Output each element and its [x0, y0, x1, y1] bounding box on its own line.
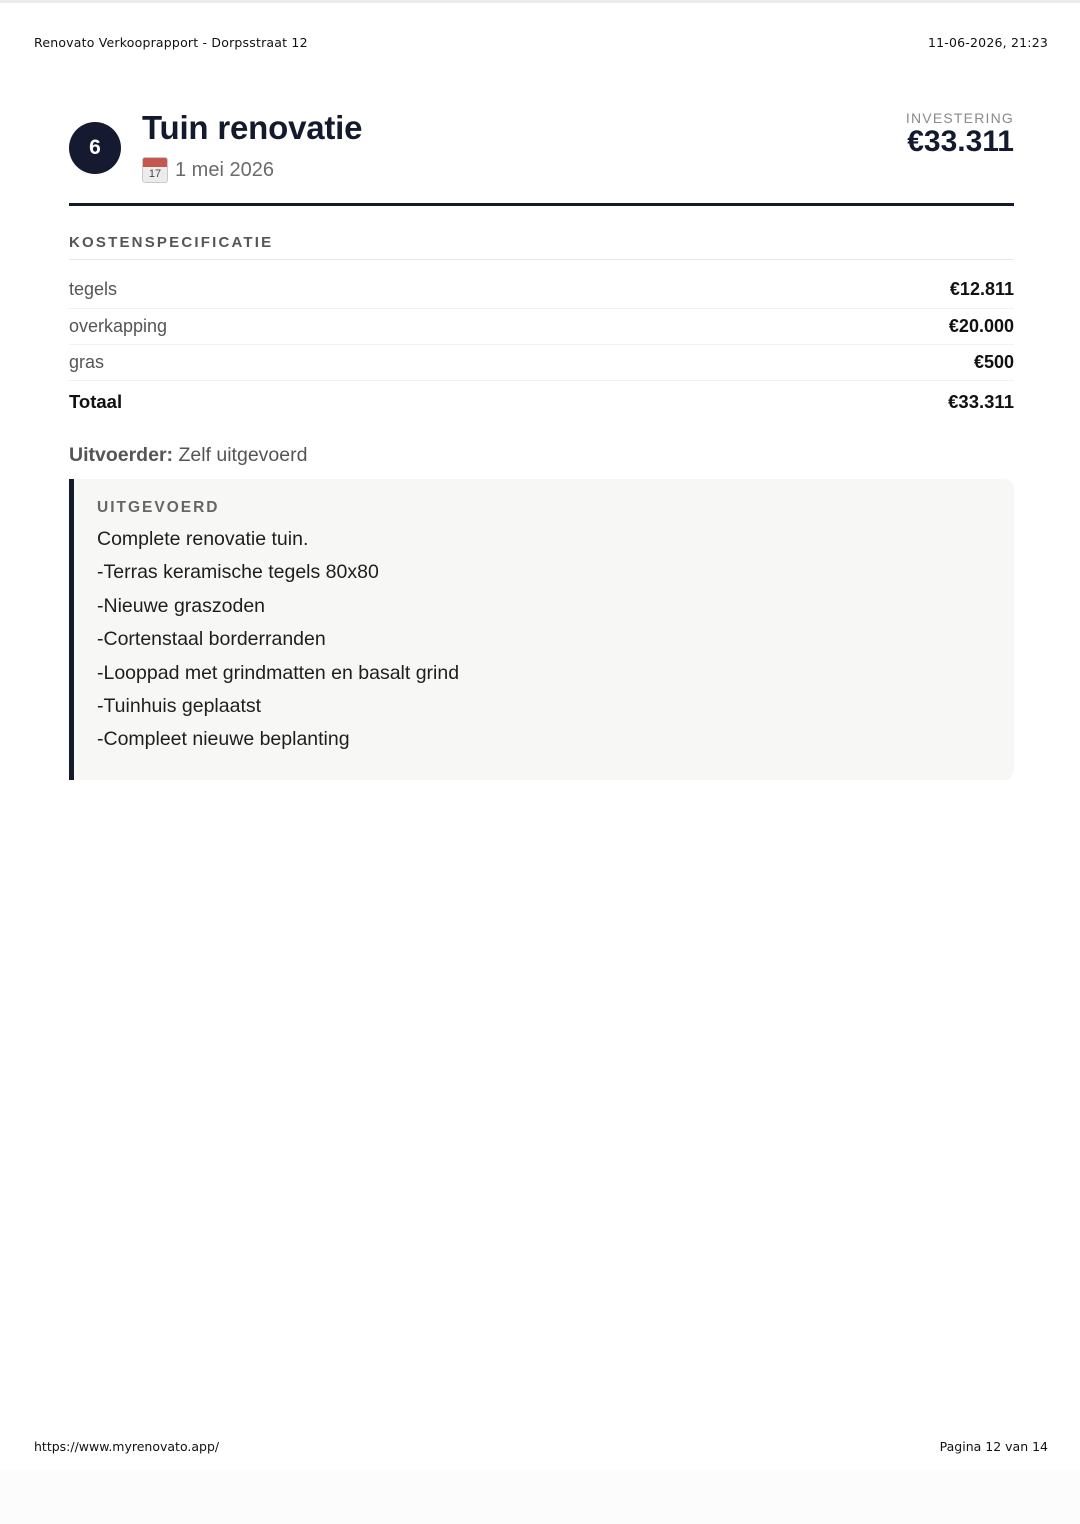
notes-line: Complete renovatie tuin.: [97, 528, 309, 550]
contractor-line: [69, 444, 1014, 467]
cost-row-overkapping: [69, 308, 1014, 344]
contractor-label: Uitvoerder:: [69, 444, 174, 466]
notes-line: -Terras keramische tegels 80x80: [97, 561, 379, 584]
cost-label: tegels: [69, 272, 634, 308]
print-timestamp: 11-06-2026, 21:23: [927, 35, 1048, 50]
cost-section-title: KOSTENSPECIFICATIE: [69, 234, 1014, 260]
project-section: [69, 108, 1014, 780]
calendar-icon-day: 17: [148, 168, 162, 180]
title-text: [142, 108, 362, 183]
total-amount: €33.311: [948, 391, 1014, 413]
report-title: Renovato Verkooprapport - Dorpsstraat 12: [34, 35, 308, 50]
page-title: Tuin renovatie: [142, 109, 363, 146]
total-label: Totaal: [69, 391, 123, 413]
cost-amount: €20.000: [634, 308, 1014, 344]
print-footer: [34, 1439, 1048, 1454]
footer-url[interactable]: https://www.myrenovato.app/: [34, 1439, 220, 1454]
step-badge: 6: [69, 122, 121, 174]
project-header: [69, 108, 1014, 206]
investment-summary: [906, 110, 1014, 158]
notes-line: -Compleet nieuwe beplanting: [97, 728, 350, 751]
page-number: Pagina 12 van 14: [939, 1439, 1048, 1454]
cost-amount: €500: [634, 344, 1014, 380]
page-edge: [0, 0, 1080, 3]
notes-line: -Nieuwe graszoden: [97, 594, 266, 617]
notes-line: -Looppad met grindmatten en basalt grind: [97, 661, 460, 684]
investment-label: INVESTERING: [905, 110, 1014, 126]
cost-label: gras: [69, 344, 634, 380]
date-text: 1 mei 2026: [175, 158, 274, 181]
work-notes: [69, 479, 1014, 780]
project-date: [142, 157, 362, 183]
cost-total-row: [69, 380, 1014, 424]
cost-label: overkapping: [69, 308, 634, 344]
footer-tint: [0, 1470, 1080, 1524]
cost-row-tegels: [69, 272, 1014, 308]
project-title-group: [69, 108, 362, 183]
investment-value: €33.311: [907, 125, 1014, 158]
cost-amount: €12.811: [634, 272, 1014, 308]
notes-line: -Tuinhuis geplaatst: [97, 695, 262, 718]
contractor-value: Zelf uitgevoerd: [178, 444, 308, 466]
notes-title: UITGEVOERD: [97, 499, 220, 516]
cost-table: [69, 272, 1014, 424]
print-header: [34, 35, 1048, 50]
cost-row-gras: [69, 344, 1014, 380]
calendar-icon: [142, 157, 168, 183]
notes-line: -Cortenstaal borderranden: [97, 628, 326, 651]
